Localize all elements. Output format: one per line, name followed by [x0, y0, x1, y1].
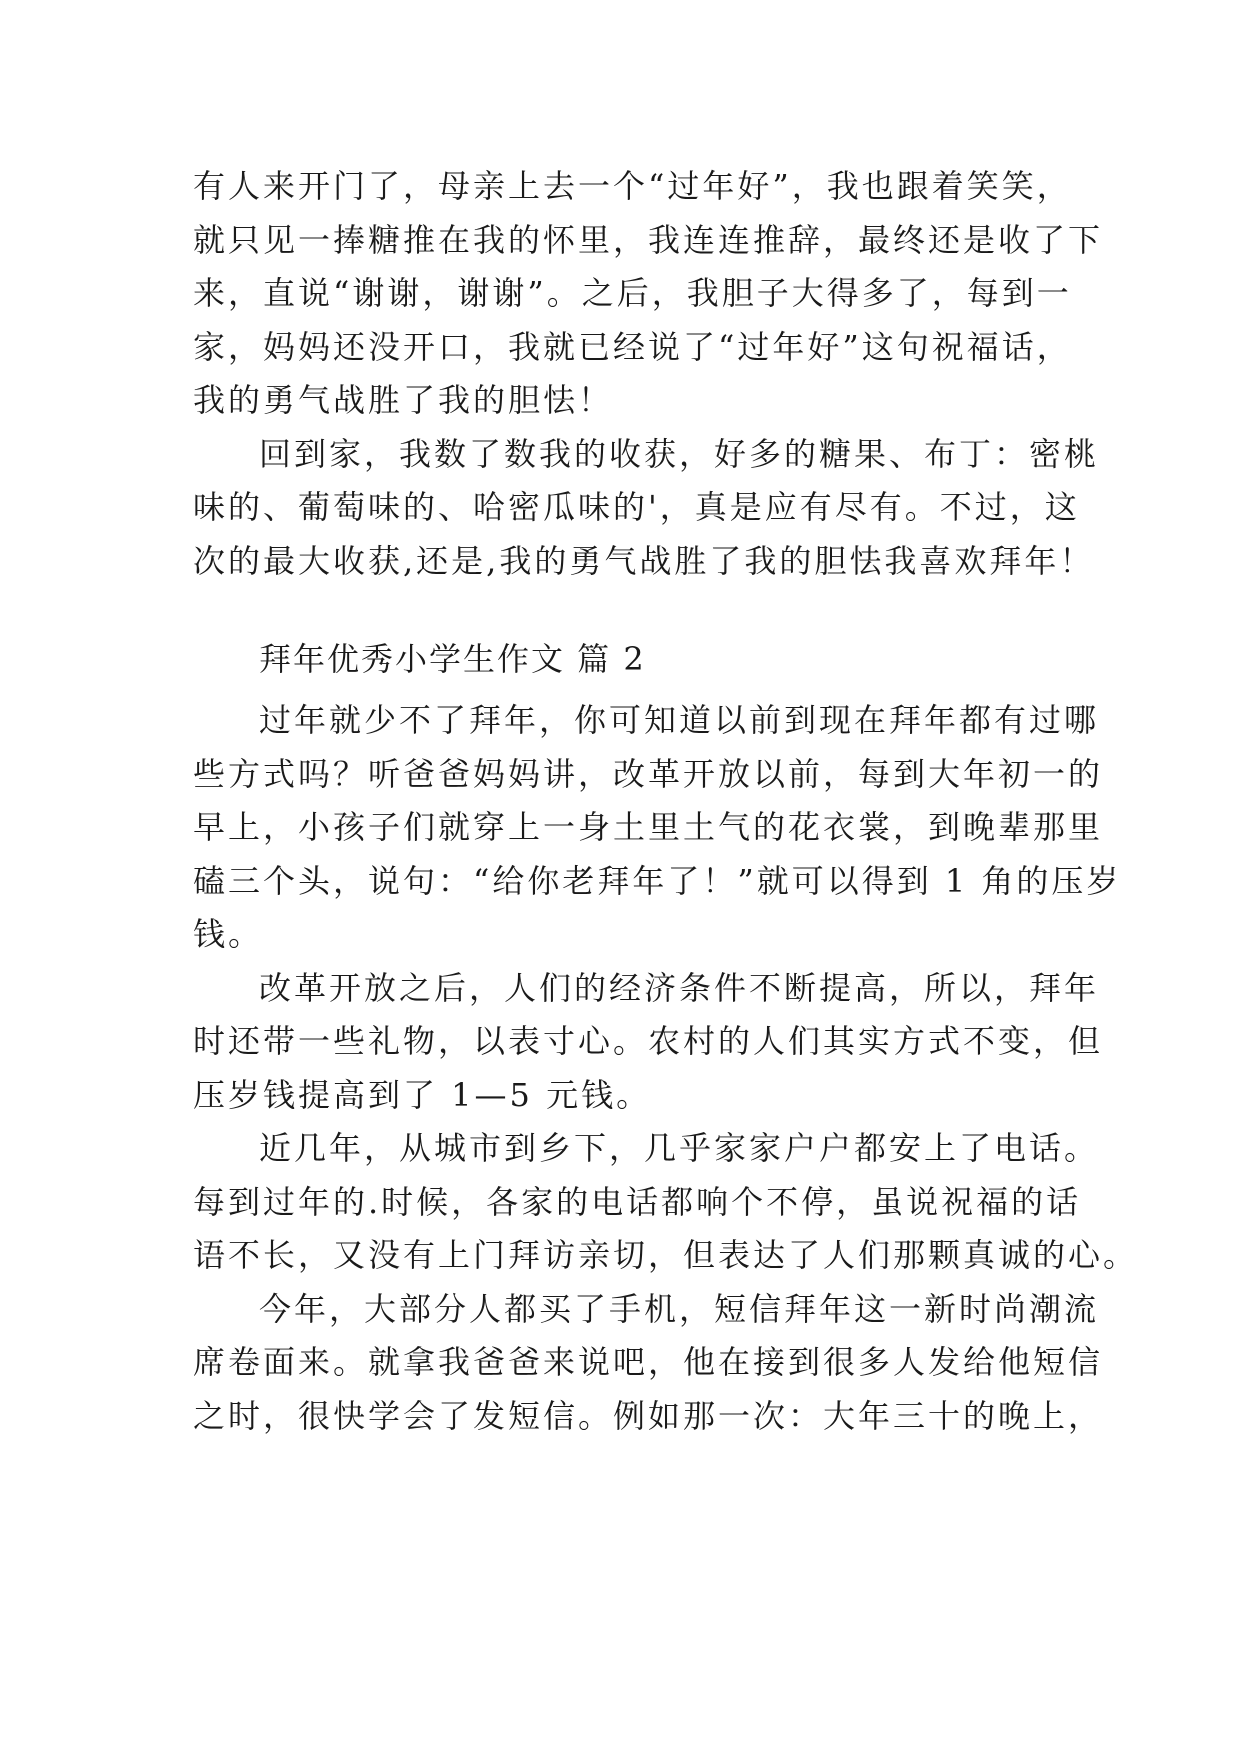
paragraph: [193, 694, 1122, 962]
section-heading: 拜年优秀小学生作文 篇 2: [259, 640, 646, 678]
text-line: 压岁钱提高到了 1—5 元钱。: [193, 1075, 652, 1114]
paragraph: [193, 1122, 1139, 1283]
text-line: 回到家，我数了数我的收获，好多的糖果、布丁：密桃: [259, 434, 1100, 473]
document-body: [193, 160, 1139, 1443]
text-line: 早上，小孩子们就穿上一身土里土气的花衣裳，到晚辈那里: [193, 808, 1104, 846]
paragraph: [193, 962, 1104, 1123]
text-line: 近几年，从城市到乡下，几乎家家户户都安上了电话。: [259, 1129, 1100, 1167]
text-line: 来，直说“谢谢，谢谢”。之后，我胆子大得多了，每到一: [193, 274, 1072, 312]
text-line: 之时，很快学会了发短信。例如那一次：大年三十的晚上，: [193, 1396, 1104, 1435]
text-line: 时还带一些礼物，以表寸心。农村的人们其实方式不变，但: [193, 1022, 1104, 1060]
text-line: 每到过年的.时候，各家的电话都响个不停，虽说祝福的话: [193, 1182, 1082, 1221]
text-line: 有人来开门了，母亲上去一个“过年好”，我也跟着笑笑，: [193, 167, 1072, 205]
text-line: 次的最大收获,还是,我的勇气战胜了我的胆怯我喜欢拜年！: [193, 541, 1095, 580]
text-line: 今年，大部分人都买了手机，短信拜年这一新时尚潮流: [259, 1289, 1100, 1328]
paragraph: [193, 160, 1104, 428]
section-gap: [193, 588, 1053, 624]
paragraph: [193, 1283, 1104, 1444]
text-line: 味的、葡萄味的、哈密瓜味的'，真是应有尽有。不过，这: [193, 488, 1080, 526]
text-line: 过年就少不了拜年，你可知道以前到现在拜年都有过哪: [259, 701, 1100, 739]
paragraph: [193, 428, 1100, 589]
text-line: 就只见一捧糖推在我的怀里，我连连推辞，最终还是收了下: [193, 220, 1104, 259]
text-line: 些方式吗？听爸爸妈妈讲，改革开放以前，每到大年初一的: [193, 754, 1104, 793]
text-line: 我的勇气战胜了我的胆怯！: [193, 381, 614, 419]
text-line: 改革开放之后，人们的经济条件不断提高，所以，拜年: [259, 968, 1100, 1007]
text-line: 语不长，又没有上门拜访亲切，但表达了人们那颗真诚的心。: [193, 1236, 1139, 1274]
text-line: 钱。: [193, 915, 264, 953]
text-line: 家，妈妈还没开口，我就已经说了“过年好”这句祝福话，: [193, 327, 1072, 366]
text-line: 磕三个头，说句：“给你老拜年了！”就可以得到 1 角的压岁: [193, 861, 1122, 900]
text-line: 席卷面来。就拿我爸爸来说吧，他在接到很多人发给他短信: [193, 1343, 1104, 1381]
